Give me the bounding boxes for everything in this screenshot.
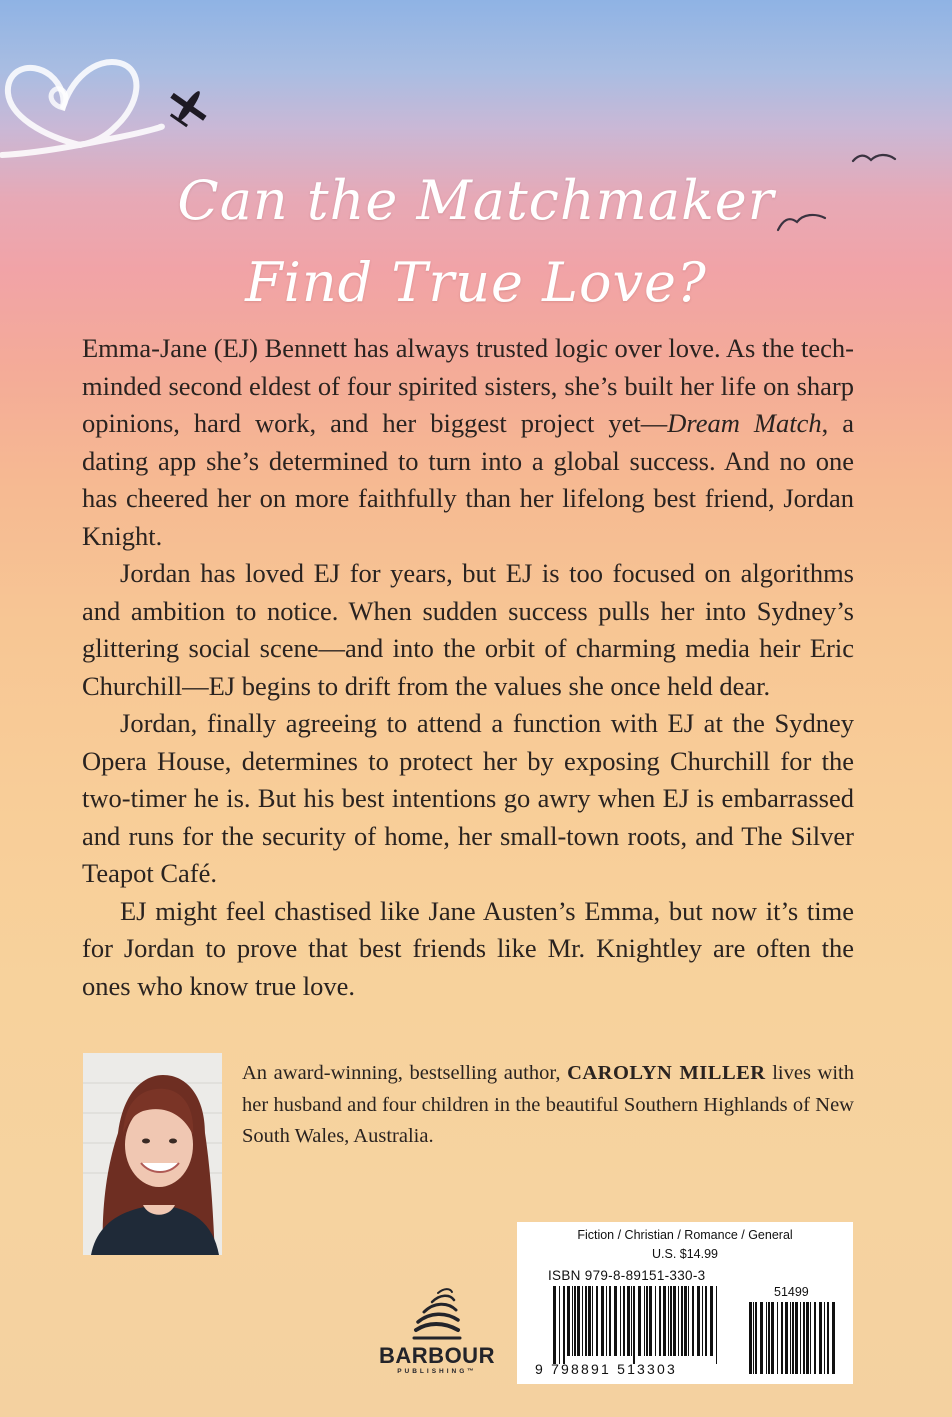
barcode-bar [753,1302,754,1374]
barcode-bar [771,1302,774,1374]
barcode-bar [609,1286,611,1356]
barcode-bar [792,1302,794,1374]
barcode-bar [567,1286,570,1356]
publisher-subtitle: PUBLISHING™ [397,1368,477,1375]
barcode-bar [644,1286,645,1356]
barcode-bar [620,1286,621,1356]
barcode-bar [673,1286,676,1356]
price: U.S. $14.99 [651,1247,718,1261]
barcode-bar [663,1286,666,1356]
barcode-bar [760,1302,763,1374]
description-paragraph: Jordan has loved EJ for years, but EJ is too focused on algorithms and ambition to notice. When sudden success pulls her into Sydney’s glittering social scene—and into the orbit of charming media heir Eric Churchill—EJ begins to drift from the values she once held dear. [82,558,854,701]
barcode-bar [803,1302,805,1374]
barcode-bar [678,1286,679,1356]
barcode-bar [781,1302,783,1374]
barcode-bar [601,1286,604,1356]
barcode-bar [832,1302,835,1374]
barcode-bar [649,1286,652,1356]
barcode-bar [766,1302,767,1374]
barcode-bars [517,1222,853,1384]
bio-text: An award-winning, bestselling author, [242,1062,568,1084]
barcode-bar [692,1286,694,1356]
barcode-bar [606,1286,607,1356]
barcode-bar [585,1286,587,1356]
barcode-bar [563,1286,565,1364]
barcode-bar [716,1286,717,1364]
barcode-bar [668,1286,669,1356]
publisher-name: BARBOUR [379,1343,495,1368]
barcode-bar [596,1286,598,1356]
addon-code: 51499 [774,1285,809,1299]
barcode-bar [633,1286,635,1364]
barbour-book-logo-icon [372,1286,502,1344]
genre-category: Fiction / Christian / Romance / General [577,1228,793,1242]
barcode-bar [785,1302,788,1374]
barcode-bar [588,1286,591,1356]
barcode-bar [702,1286,703,1356]
barcode-bar [819,1302,822,1374]
barcode-bar [559,1286,560,1364]
barcode-bar [684,1286,687,1356]
barcode-bar [806,1302,809,1374]
barcode-bar [582,1286,583,1356]
app-title: Dream Match [667,408,822,438]
publisher-logo [372,1286,502,1375]
barcode-bar [800,1302,801,1374]
headline-line-2: Find True Love? [245,251,707,314]
barcode-bar [614,1286,617,1356]
barcode-bar [655,1286,656,1356]
barcode-bar [827,1302,829,1374]
barcode-bar [697,1286,700,1356]
barcode-bar [670,1286,672,1356]
airplane-icon [165,82,213,130]
barcode-bar [710,1286,713,1356]
headline-line-1: Can the Matchmaker [177,169,775,232]
barcode-bar [824,1302,825,1374]
barcode-label [517,1222,853,1384]
barcode-bar [768,1302,770,1374]
barcode-bar [705,1286,707,1356]
isbn: ISBN 979-8-89151-330-3 [548,1268,706,1283]
book-description [82,330,854,1005]
description-paragraph [82,330,854,555]
barcode-bar [638,1286,641,1356]
barcode-bar [795,1302,798,1374]
barcode-bar [572,1286,573,1356]
barcode-bar [553,1286,556,1364]
barcode-bar [646,1286,648,1356]
barcode-bar [790,1302,791,1374]
barcode-bar [810,1302,811,1374]
description-text: , a dating app she’s determined to turn into a global success. And no one has cheered her on more faithfully than her lifelong best friend, Jordan Knight. [82,408,854,551]
barcode-bar [623,1286,625,1356]
barcode-digits: 9 798891 513303 [535,1361,677,1377]
barcode-bar [688,1286,689,1356]
barcode-bar [627,1286,630,1356]
barcode-bar [577,1286,580,1356]
barcode-bar [777,1302,778,1374]
bio-text: lives with her husband and four children in the beautiful Southern Highlands of New South Wales, Australia. [242,1062,854,1147]
author-name: CAROLYN MILLER [567,1062,766,1084]
heart-loop-icon [0,45,175,170]
barcode-bar [814,1302,816,1374]
description-paragraph: EJ might feel chastised like Jane Austen’s Emma, but now it’s time for Jordan to prove that best friends like Mr. Knightley are often the ones who know true love. [82,895,854,1001]
barcode-bar [749,1302,752,1374]
barcode-bar [681,1286,683,1356]
author-photo [83,1053,222,1255]
description-paragraph: Jordan, finally agreeing to attend a function with EJ at the Sydney Opera House, determines to protect her by exposing Churchill for the two-timer he is. But his best intentions go awry when EJ is embarrassed and runs for the security of home, her small-town roots, and The Silver Teapot Café. [82,708,854,888]
barcode-bar [755,1302,757,1374]
barcode-bar [659,1286,661,1356]
barcode-bar [631,1286,632,1356]
headline [0,160,952,324]
author-bio [242,1058,854,1153]
description-text: Emma-Jane (EJ) Bennett has always trusted logic over love. As the tech-minded second eldest of four spirited sisters, she’s built her life on sharp opinions, hard work, and her biggest project yet— [82,333,854,438]
barcode-bar [592,1286,593,1356]
barcode-bar [574,1286,576,1356]
